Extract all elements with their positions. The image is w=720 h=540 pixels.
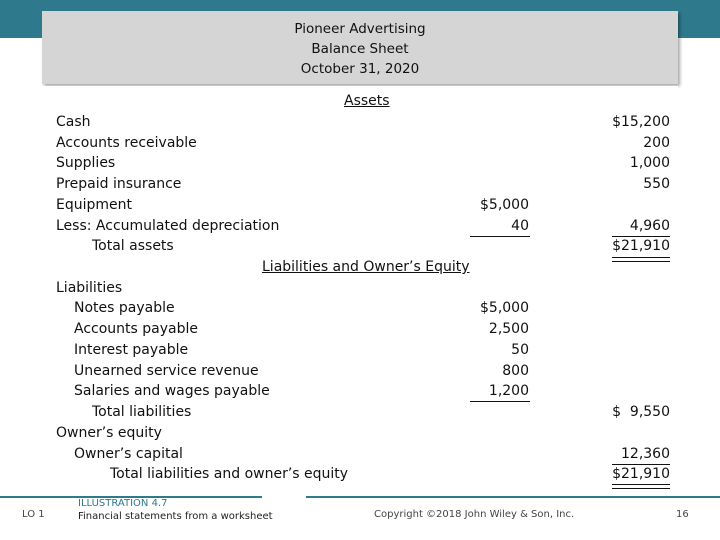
prepaid-insurance-amount: 550: [643, 176, 670, 192]
cash-label: Cash: [56, 114, 91, 130]
learning-objective: LO 1: [22, 509, 45, 520]
cash-amount: $15,200: [612, 114, 670, 130]
total-assets-amount: $21,910: [612, 238, 670, 254]
total-liabilities-label: Total liabilities: [92, 404, 192, 420]
liabilities-underline: [470, 401, 530, 402]
accounts-payable-amount: 2,500: [488, 321, 529, 337]
salaries-payable-amount: 1,200: [488, 383, 529, 399]
liabilities-label: Liabilities: [56, 280, 123, 296]
equipment-label: Equipment: [56, 197, 132, 213]
illustration-subtitle: Financial statements from a worksheet: [78, 511, 273, 522]
total-liabilities-equity-double-underline: [612, 484, 670, 489]
owners-equity-label: Owner’s equity: [56, 425, 162, 441]
depreciation-underline: [470, 236, 530, 237]
unearned-revenue-label: Unearned service revenue: [74, 363, 259, 379]
accounts-receivable-amount: 200: [643, 135, 670, 151]
notes-payable-amount: $5,000: [480, 300, 529, 316]
copyright: Copyright ©2018 John Wiley & Son, Inc.: [374, 509, 575, 520]
owners-capital-amount: 12,360: [621, 446, 670, 462]
prepaid-insurance-label: Prepaid insurance: [56, 176, 182, 192]
total-liabilities-equity-amount: $21,910: [612, 466, 670, 482]
net-equipment-amount: 4,960: [629, 218, 670, 234]
page-number: 16: [676, 509, 689, 520]
illustration-title: ILLUSTRATION 4.7: [78, 498, 168, 509]
statement-header: [42, 11, 678, 84]
accounts-receivable-label: Accounts receivable: [56, 135, 197, 151]
supplies-label: Supplies: [56, 155, 116, 171]
salaries-payable-label: Salaries and wages payable: [74, 383, 270, 399]
total-liabilities-equity-label: Total liabilities and owner’s equity: [110, 466, 349, 482]
total-liabilities-amount: $ 9,550: [612, 404, 670, 420]
liabilities-equity-heading: Liabilities and Owner’s Equity: [262, 259, 470, 275]
statement-title: Balance Sheet: [311, 41, 409, 57]
notes-payable-label: Notes payable: [74, 300, 175, 316]
unearned-revenue-amount: 800: [502, 363, 529, 379]
total-assets-double-underline: [612, 257, 670, 262]
equipment-amount: $5,000: [480, 197, 529, 213]
owners-capital-label: Owner’s capital: [74, 446, 183, 462]
interest-payable-amount: 50: [511, 342, 529, 358]
company-name: Pioneer Advertising: [294, 21, 426, 37]
balance-sheet-body: [42, 86, 678, 490]
footer-rule-right: [306, 496, 720, 498]
accounts-payable-label: Accounts payable: [74, 321, 198, 337]
statement-date: October 31, 2020: [300, 61, 420, 77]
interest-payable-label: Interest payable: [74, 342, 189, 358]
supplies-amount: 1,000: [629, 155, 670, 171]
total-assets-label: Total assets: [92, 238, 174, 254]
accumulated-depreciation-amount: 40: [511, 218, 529, 234]
accumulated-depreciation-label: Less: Accumulated depreciation: [56, 218, 280, 234]
assets-heading: Assets: [344, 93, 390, 109]
